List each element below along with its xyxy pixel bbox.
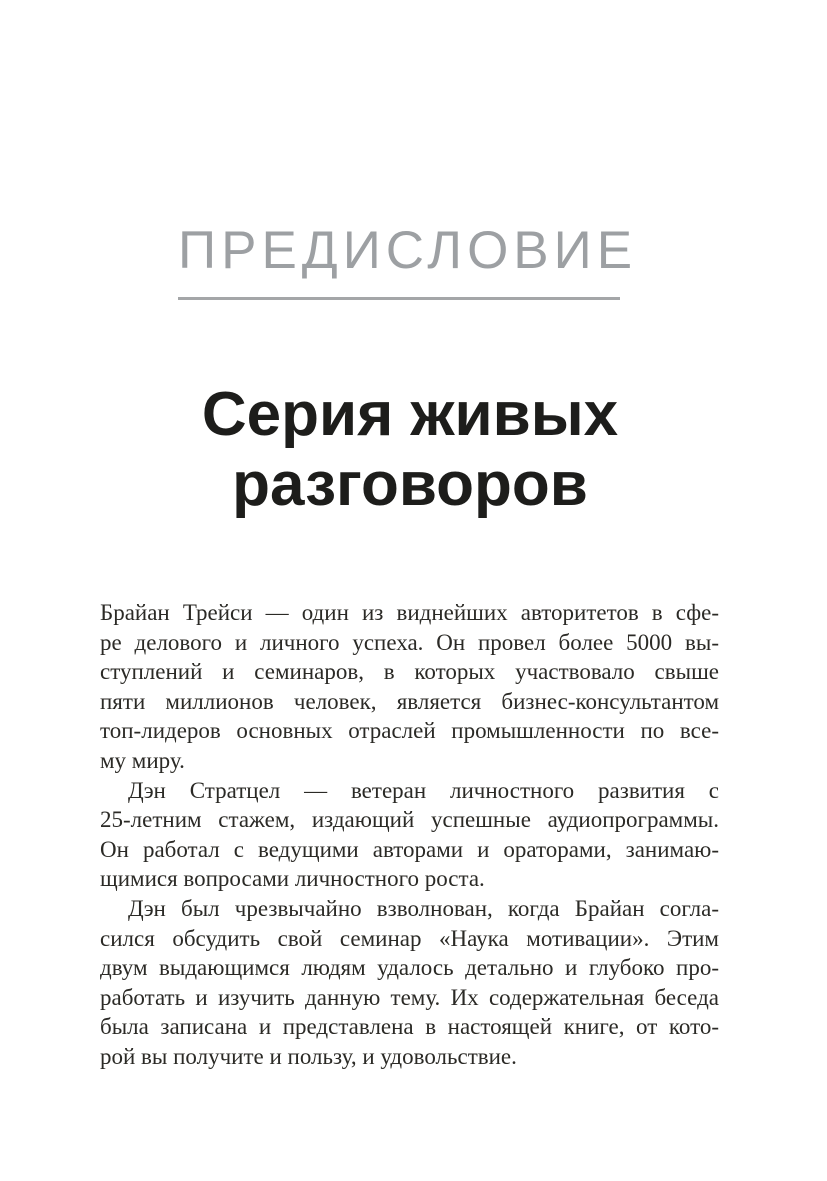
text-line: 25-летним стажем, издающий успешные аудиопрограммы. (100, 807, 719, 833)
body-text (100, 598, 719, 1072)
text-line: ступлений и семинаров, в которых участвовало свыше (100, 659, 719, 685)
chapter-heading: ПРЕДИСЛОВИЕ (178, 221, 638, 280)
text-line: была записана и представлена в настоящей книге, от кото- (100, 1014, 719, 1040)
text-line: сился обсудить свой семинар «Наука мотивации». Этим (100, 925, 719, 951)
text-line: Брайан Трейси — один из виднейших авторитетов в сфе- (100, 600, 719, 625)
section-title (100, 380, 720, 520)
text-line: топ-лидеров основных отраслей промышленности по все- (100, 718, 719, 744)
text-line: щимися вопросами личностного роста. (100, 866, 485, 892)
section-title-line-2: разговоров (232, 450, 588, 519)
text-line: Дэн Стратцел — ветеран личностного развития с (128, 777, 719, 803)
text-line: Дэн был чрезвычайно взволнован, когда Брайан согла- (128, 895, 719, 921)
text-line: Он работал с ведущими авторами и ораторами, занимаю- (100, 836, 719, 862)
header-rule (178, 297, 620, 300)
chapter-header (178, 223, 638, 279)
text-line: му миру. (100, 747, 185, 773)
text-line: работать и изучить данную тему. Их содержательная беседа (100, 984, 719, 1010)
text-line: рой вы получите и пользу, и удовольствие. (100, 1043, 517, 1069)
text-line: пяти миллионов человек, является бизнес-консультантом (100, 688, 719, 714)
section-title-line-1: Серия живых (201, 380, 619, 449)
text-line: ре делового и личного успеха. Он провел более 5000 вы- (100, 629, 719, 655)
text-line: двум выдающимся людям удалось детально и глубоко про- (100, 955, 719, 981)
